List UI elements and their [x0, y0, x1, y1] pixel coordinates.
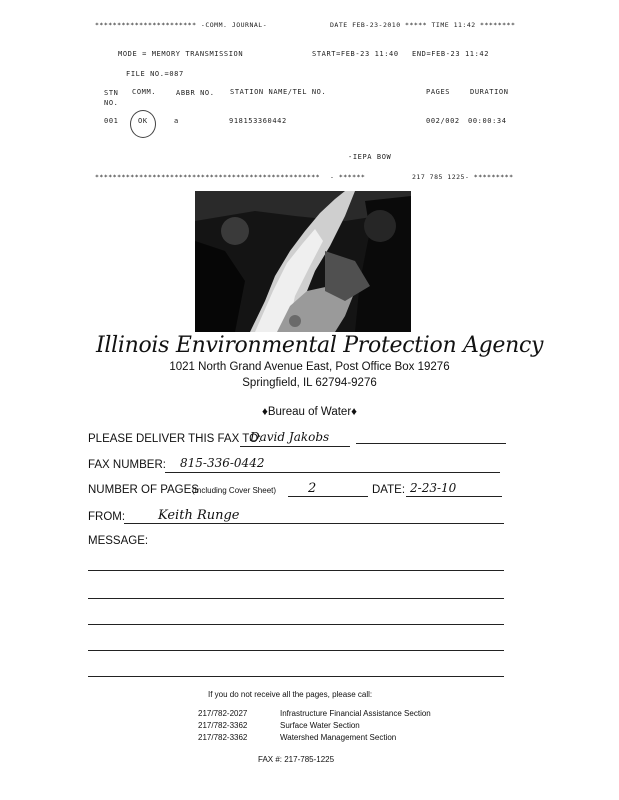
end-label: END=FEB-23 11:42 [412, 50, 490, 58]
col-comm: COMM. [132, 88, 157, 96]
col-duration: DURATION [470, 88, 509, 96]
sender-id: -IEPA BOW [348, 153, 392, 161]
agency-address-line1: 1021 North Grand Avenue East, Post Office Box 19276 [169, 361, 450, 373]
header-photo [195, 191, 411, 332]
pages-value: 2 [308, 481, 317, 496]
fax-number-value: 815-336-0442 [180, 456, 265, 470]
col-abbr: ABBR NO. [176, 89, 215, 97]
contact-section-3: Watershed Management Section [280, 733, 397, 742]
row-stn: 001 [104, 117, 119, 125]
message-line-4 [88, 650, 504, 651]
date-underline [406, 496, 502, 497]
from-label: FROM: [88, 511, 126, 523]
message-line-2 [88, 598, 504, 599]
deliver-underline [240, 446, 350, 447]
col-stn: STN NO. [104, 89, 119, 107]
deliver-label: PLEASE DELIVER THIS FAX TO: [88, 433, 262, 445]
river-photo-graphic [195, 191, 411, 332]
date-label: DATE: [372, 484, 406, 496]
contact-section-1: Infrastructure Financial Assistance Section [280, 709, 431, 718]
pages-label: NUMBER OF PAGES [88, 484, 199, 496]
contact-phone-3: 217/782-3362 [198, 733, 248, 742]
journal-header-left: *********************** -COMM. JOURNAL- [95, 21, 268, 29]
contact-phone-2: 217/782-3362 [198, 721, 248, 730]
footer-note: If you do not receive all the pages, please call: [208, 690, 373, 699]
row-pages: 002/002 [426, 117, 460, 125]
journal-header-right: DATE FEB-23-2010 ***** TIME 11:42 ******** [330, 21, 516, 29]
separator-mid: - ****** [330, 173, 366, 181]
message-line-3 [88, 624, 504, 625]
pages-underline [288, 496, 368, 497]
message-line-5 [88, 676, 504, 677]
start-label: START=FEB-23 11:40 [312, 50, 399, 58]
message-label: MESSAGE: [88, 535, 149, 547]
separator-right: 217 785 1225- ********* [412, 173, 514, 181]
from-underline [124, 523, 504, 524]
row-station: 918153360442 [229, 117, 287, 125]
fax-number-label: FAX NUMBER: [88, 459, 166, 471]
message-line-1 [88, 570, 504, 571]
agency-address-line2: Springfield, IL 62794-9276 [242, 377, 377, 389]
fax-number-underline [165, 472, 500, 473]
pages-note: (Including Cover Sheet) [192, 486, 277, 495]
deliver-value: David Jakobs [250, 430, 330, 444]
from-value: Keith Runge [158, 508, 240, 523]
mode-label: MODE = MEMORY TRANSMISSION [118, 50, 244, 58]
row-abbr: a [174, 117, 179, 125]
separator-left: *************************************************** [95, 173, 321, 181]
contact-phone-1: 217/782-2027 [198, 709, 248, 718]
agency-name: Illinois Environmental Protection Agency [96, 333, 544, 358]
row-duration: 00:00:34 [468, 117, 507, 125]
deliver-underline-ext [356, 443, 506, 444]
file-label: FILE NO.=087 [126, 70, 184, 78]
bureau-title: ♦Bureau of Water♦ [261, 406, 358, 418]
footer-fax: FAX #: 217-785-1225 [258, 755, 335, 764]
contact-section-2: Surface Water Section [280, 721, 360, 730]
col-station: STATION NAME/TEL NO. [230, 88, 327, 96]
date-value: 2-23-10 [410, 481, 457, 495]
row-comm: OK [138, 117, 148, 125]
col-pages: PAGES [426, 88, 451, 96]
